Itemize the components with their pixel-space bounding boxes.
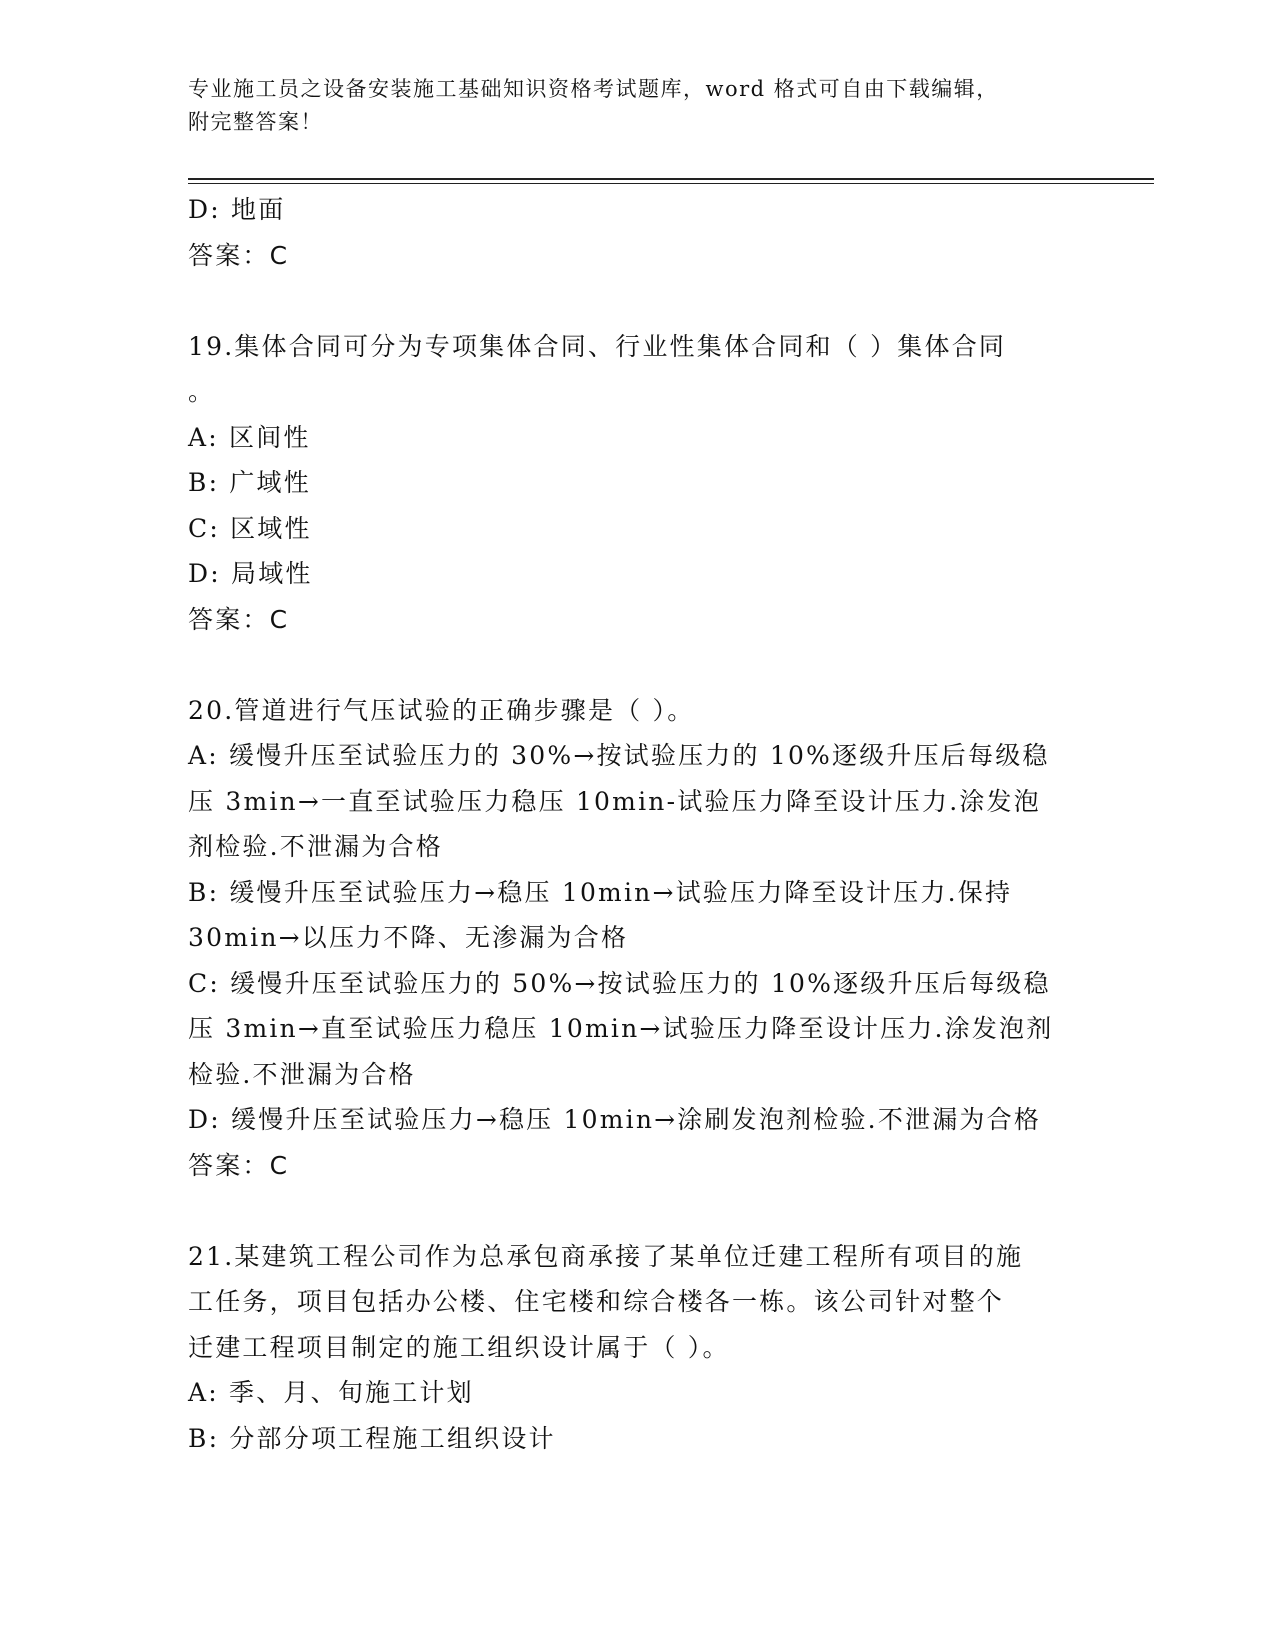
q19-stem-line-1: 19.集体合同可分为专项集体合同、行业性集体合同和（ ）集体合同 bbox=[188, 331, 1007, 361]
q19-option-d: D: 局域性 bbox=[188, 559, 313, 588]
spacer bbox=[188, 642, 1088, 688]
q21-option-b: B: 分部分项工程施工组织设计 bbox=[188, 1423, 556, 1453]
spacer bbox=[188, 1188, 1088, 1234]
prev-answer: 答案：C bbox=[188, 240, 290, 270]
q20-answer: 答案：C bbox=[188, 1150, 290, 1180]
q21-option-a: A: 季、月、旬施工计划 bbox=[188, 1378, 474, 1407]
q20-stem: 20.管道进行气压试验的正确步骤是（ ）。 bbox=[188, 695, 695, 725]
q20-option-b-line-2: 30min→以压力不降、无渗漏为合格 bbox=[188, 923, 629, 952]
q20-option-b-line-1: B: 缓慢升压至试验压力→稳压 10min→试验压力降至设计压力.保持 bbox=[188, 877, 1013, 907]
q20-option-c-line-2: 压 3min→直至试验压力稳压 10min→试验压力降至设计压力.涂发泡剂 bbox=[188, 1014, 1054, 1043]
question-19 bbox=[188, 324, 1088, 643]
prev-option-d: D: 地面 bbox=[188, 195, 286, 224]
header-rule-thin bbox=[188, 183, 1154, 184]
q21-stem-line-2: 工任务，项目包括办公楼、住宅楼和综合楼各一栋。该公司针对整个 bbox=[188, 1287, 1005, 1316]
q19-option-a: A: 区间性 bbox=[188, 422, 311, 452]
q19-option-c: C: 区域性 bbox=[188, 513, 312, 543]
q21-stem-line-3: 迁建工程项目制定的施工组织设计属于（ ）。 bbox=[188, 1332, 730, 1362]
question-content bbox=[188, 187, 1088, 1461]
q20-option-a-line-3: 剂检验.不泄漏为合格 bbox=[188, 832, 443, 861]
q20-option-c-line-3: 检验.不泄漏为合格 bbox=[188, 1059, 416, 1089]
q21-stem-line-1: 21.某建筑工程公司作为总承包商承接了某单位迁建工程所有项目的施 bbox=[188, 1241, 1024, 1271]
q19-answer: 答案：C bbox=[188, 604, 290, 634]
q20-option-a-line-2: 压 3min→一直至试验压力稳压 10min-试验压力降至设计压力.涂发泡 bbox=[188, 786, 1041, 816]
q19-option-b: B: 广域性 bbox=[188, 468, 311, 497]
q20-option-d: D: 缓慢升压至试验压力→稳压 10min→涂刷发泡剂检验.不泄漏为合格 bbox=[188, 1105, 1042, 1134]
q19-stem-line-2: 。 bbox=[188, 377, 216, 406]
q20-option-c-line-1: C: 缓慢升压至试验压力的 50%→按试验压力的 10%逐级升压后每级稳 bbox=[188, 968, 1051, 998]
header-line-1: 专业施工员之设备安装施工基础知识资格考试题库，word 格式可自由下载编辑， bbox=[188, 77, 999, 101]
page-header bbox=[188, 73, 1068, 139]
spacer bbox=[188, 278, 1088, 324]
q20-option-a-line-1: A: 缓慢升压至试验压力的 30%→按试验压力的 10%逐级升压后每级稳 bbox=[188, 741, 1050, 770]
header-rule-thick bbox=[188, 178, 1154, 180]
header-line-2: 附完整答案！ bbox=[188, 110, 323, 134]
question-20 bbox=[188, 688, 1088, 1189]
question-21 bbox=[188, 1234, 1088, 1462]
